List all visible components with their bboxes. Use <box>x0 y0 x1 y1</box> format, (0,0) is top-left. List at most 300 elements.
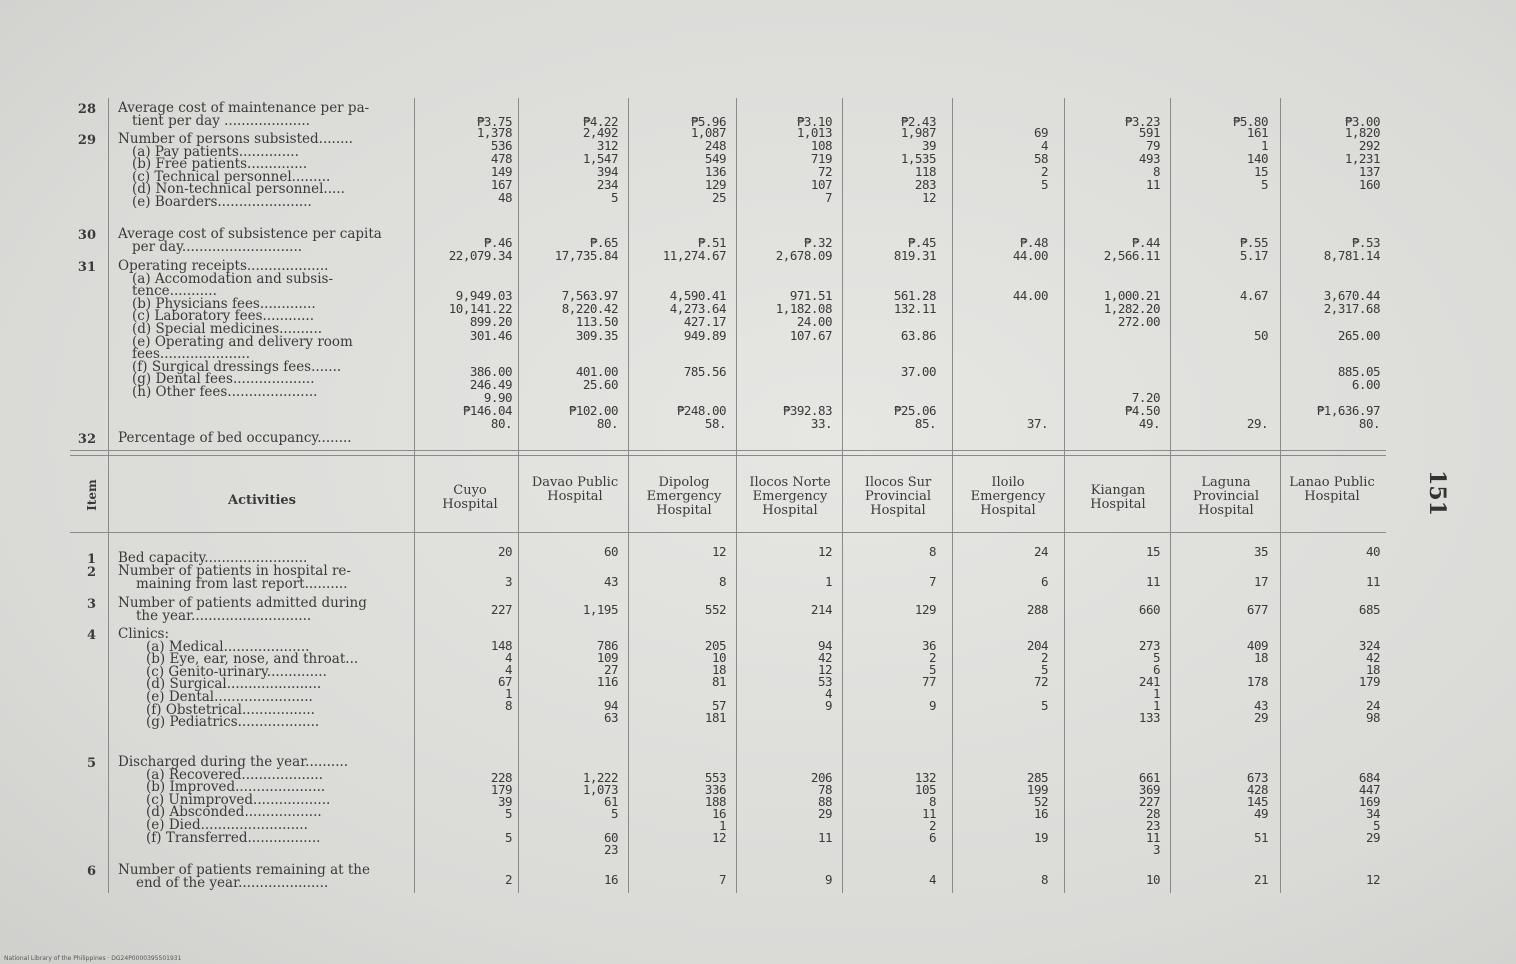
data-cell: ₱4.22 <box>582 114 618 129</box>
discharged-cell: 51 <box>1253 830 1268 845</box>
remaining-end-year-cell: 21 <box>1253 872 1268 887</box>
discharged-cell: 39 <box>497 794 512 809</box>
discharged-cell: 61 <box>603 794 618 809</box>
remaining-last-report-cell: 8 <box>718 574 726 589</box>
data-cell: 899.20 <box>469 314 512 329</box>
activity-line: tence........... <box>132 283 217 300</box>
data-cell: 1,182.08 <box>775 301 832 316</box>
bed-capacity-cell: 40 <box>1365 544 1380 559</box>
data-cell: 312 <box>596 138 618 153</box>
bed-capacity-cell: 60 <box>603 544 618 559</box>
discharged-cell: 369 <box>1138 782 1160 797</box>
data-cell: 561.28 <box>893 288 936 303</box>
data-cell: 44.00 <box>1012 288 1048 303</box>
clinic-cell: 36 <box>921 638 936 653</box>
discharged-cell: 169 <box>1358 794 1380 809</box>
clinic-cell: 24 <box>1365 698 1380 713</box>
data-cell: 29. <box>1246 416 1268 431</box>
discharged-cell: 5 <box>504 830 512 845</box>
data-cell: 5 <box>1260 177 1268 192</box>
activity-line: (a) Pay patients.............. <box>132 143 299 160</box>
data-cell: 69 <box>1033 125 1048 140</box>
clinic-cell: 178 <box>1246 674 1268 689</box>
data-cell: 113.50 <box>575 314 618 329</box>
col-divider <box>736 98 737 893</box>
col-divider <box>952 98 953 893</box>
discharged-cell: 29 <box>817 806 832 821</box>
data-cell: 2 <box>1040 164 1048 179</box>
data-cell: 149 <box>490 164 512 179</box>
data-cell: ₱3.00 <box>1344 114 1380 129</box>
activity-line: (c) Unimproved.................. <box>146 791 331 808</box>
remaining-last-report-cell: 7 <box>928 574 936 589</box>
remaining-end-year-cell: 4 <box>928 872 936 887</box>
discharged-cell: 49 <box>1253 806 1268 821</box>
remaining-end-year-cell: 9 <box>824 872 832 887</box>
clinic-cell: 148 <box>490 638 512 653</box>
discharged-cell: 23 <box>603 842 618 857</box>
clinic-cell: 77 <box>921 674 936 689</box>
data-cell: 2,678.09 <box>775 248 832 263</box>
data-cell: 79 <box>1145 138 1160 153</box>
discharged-cell: 3 <box>1152 842 1160 857</box>
discharged-cell: 19 <box>1033 830 1048 845</box>
data-cell: 4 <box>1040 138 1048 153</box>
clinic-cell: 273 <box>1138 638 1160 653</box>
data-cell: 5.17 <box>1239 248 1268 263</box>
hospital-header-lanao: Lanao Public Hospital <box>1289 475 1375 504</box>
activity-line: (f) Surgical dressings fees....... <box>132 358 342 375</box>
clinic-cell: 324 <box>1358 638 1380 653</box>
data-cell: 8,220.42 <box>561 301 618 316</box>
discharged-cell: 78 <box>817 782 832 797</box>
hospital-header-cuyo: Cuyo Hospital <box>442 483 498 512</box>
data-cell: 478 <box>490 151 512 166</box>
discharged-cell: 16 <box>1033 806 1048 821</box>
discharged-cell: 60 <box>603 830 618 845</box>
remaining-end-year-cell: 12 <box>1365 872 1380 887</box>
discharged-cell: 285 <box>1026 770 1048 785</box>
data-cell: 885.05 <box>1337 364 1380 379</box>
data-cell: ₱.44 <box>1131 235 1160 250</box>
col-divider <box>1280 98 1281 893</box>
remaining-last-report-cell: 6 <box>1040 574 1048 589</box>
data-cell: 48 <box>497 190 512 205</box>
activity-line: end of the year..................... <box>136 874 329 891</box>
remaining-last-report-cell: 1 <box>824 574 832 589</box>
data-cell: 427.17 <box>683 314 726 329</box>
hospital-header-kiangan: Kiangan Hospital <box>1090 483 1146 512</box>
data-cell: 80. <box>1358 416 1380 431</box>
clinic-cell: 6 <box>1152 662 1160 677</box>
admitted-cell: 660 <box>1138 602 1160 617</box>
data-cell: 24.00 <box>796 314 832 329</box>
data-cell: 1,013 <box>796 125 832 140</box>
discharged-cell: 447 <box>1358 782 1380 797</box>
data-cell: 25.60 <box>582 377 618 392</box>
activity-label <box>118 565 351 590</box>
data-cell: 11,274.67 <box>662 248 726 263</box>
clinic-cell: 116 <box>596 674 618 689</box>
data-cell: ₱.48 <box>1019 235 1048 250</box>
data-cell: ₱.46 <box>483 235 512 250</box>
discharged-cell: 6 <box>928 830 936 845</box>
data-cell: 137 <box>1358 164 1380 179</box>
data-cell: 12 <box>921 190 936 205</box>
clinic-cell: 4 <box>824 686 832 701</box>
item-number: 30 <box>77 228 96 243</box>
clinic-cell: 409 <box>1246 638 1268 653</box>
data-cell: 22,079.34 <box>448 248 512 263</box>
data-cell: 5 <box>1040 177 1048 192</box>
activity-line: (a) Accomodation and subsis- <box>132 270 334 287</box>
discharged-cell: 1,222 <box>582 770 618 785</box>
data-cell: 107.67 <box>789 328 832 343</box>
clinic-cell: 1 <box>1152 698 1160 713</box>
data-cell: 386.00 <box>469 364 512 379</box>
data-cell: ₱.45 <box>907 235 936 250</box>
discharged-cell: 11 <box>817 830 832 845</box>
data-cell: 394 <box>596 164 618 179</box>
data-cell: 129 <box>704 177 726 192</box>
data-cell: 3,670.44 <box>1323 288 1380 303</box>
data-cell: 301.46 <box>469 328 512 343</box>
remaining-end-year-cell: 16 <box>603 872 618 887</box>
discharged-cell: 88 <box>817 794 832 809</box>
data-cell: 1,087 <box>690 125 726 140</box>
data-cell: 292 <box>1358 138 1380 153</box>
data-cell: ₱25.06 <box>893 403 936 418</box>
data-cell: 1 <box>1260 138 1268 153</box>
clinic-cell: 98 <box>1365 710 1380 725</box>
clinic-cell: 5 <box>928 662 936 677</box>
data-cell: 1,987 <box>900 125 936 140</box>
discharged-cell: 29 <box>1365 830 1380 845</box>
activity-line: (g) Dental fees................... <box>132 371 315 388</box>
item-number: 31 <box>77 260 96 275</box>
data-cell: 80. <box>490 416 512 431</box>
clinic-cell: 4 <box>504 662 512 677</box>
data-cell: 107 <box>810 177 832 192</box>
data-cell: 265.00 <box>1337 328 1380 343</box>
data-cell: 58 <box>1033 151 1048 166</box>
activity-line: maining from last report.......... <box>136 575 348 592</box>
data-cell: ₱3.10 <box>796 114 832 129</box>
data-cell: 785.56 <box>683 364 726 379</box>
data-cell: 9,949.03 <box>455 288 512 303</box>
discharged-cell: 553 <box>704 770 726 785</box>
data-cell: ₱4.50 <box>1124 403 1160 418</box>
admitted-cell: 214 <box>810 602 832 617</box>
data-cell: 7,563.97 <box>561 288 618 303</box>
data-cell: 25 <box>711 190 726 205</box>
item-number: 29 <box>77 133 96 148</box>
clinic-cell: 1 <box>1152 686 1160 701</box>
page-number: 151 <box>1423 470 1450 516</box>
clinic-cell: 43 <box>1253 698 1268 713</box>
admitted-cell: 677 <box>1246 602 1268 617</box>
admitted-cell: 288 <box>1026 602 1048 617</box>
data-cell: 58. <box>704 416 726 431</box>
item-column-header: Item <box>84 479 99 511</box>
discharged-cell: 8 <box>928 794 936 809</box>
activity-line: (d) Non-technical personnel..... <box>132 181 345 198</box>
hospital-header-ilocos-norte: Ilocos Norte Emergency Hospital <box>749 475 831 518</box>
data-cell: 85. <box>914 416 936 431</box>
hospital-header-dipolog: Dipolog Emergency Hospital <box>646 475 722 518</box>
data-cell: 1,282.20 <box>1103 301 1160 316</box>
bed-capacity-cell: 12 <box>817 544 832 559</box>
clinic-cell: 67 <box>497 674 512 689</box>
data-cell: 246.49 <box>469 377 512 392</box>
bed-capacity-cell: 15 <box>1145 544 1160 559</box>
clinic-cell: 204 <box>1026 638 1048 653</box>
bed-capacity-cell: 8 <box>928 544 936 559</box>
item-number: 4 <box>86 628 96 643</box>
discharged-cell: 105 <box>914 782 936 797</box>
data-cell: 2,566.11 <box>1103 248 1160 263</box>
data-cell: 63.86 <box>900 328 936 343</box>
data-cell: 167 <box>490 177 512 192</box>
data-cell: 2,492 <box>582 125 618 140</box>
discharged-cell: 132 <box>914 770 936 785</box>
data-cell: 132.11 <box>893 301 936 316</box>
data-cell: 283 <box>914 177 936 192</box>
admitted-cell: 227 <box>490 602 512 617</box>
item-number: 2 <box>86 565 96 580</box>
activity-line: (b) Physicians fees............. <box>132 295 316 312</box>
admitted-cell: 685 <box>1358 602 1380 617</box>
data-cell: ₱3.23 <box>1124 114 1160 129</box>
clinic-cell: 241 <box>1138 674 1160 689</box>
activity-line: (b) Improved..................... <box>146 779 326 796</box>
col-divider <box>1170 98 1171 893</box>
discharged-cell: 145 <box>1246 794 1268 809</box>
discharged-cell: 5 <box>1372 818 1380 833</box>
data-cell: 160 <box>1358 177 1380 192</box>
data-cell: 37. <box>1026 416 1048 431</box>
data-cell: 37.00 <box>900 364 936 379</box>
data-cell: 4.67 <box>1239 288 1268 303</box>
discharged-cell: 199 <box>1026 782 1048 797</box>
clinic-cell: 2 <box>928 650 936 665</box>
data-cell: 72 <box>817 164 832 179</box>
data-cell: 8,781.14 <box>1323 248 1380 263</box>
clinic-cell: 18 <box>1365 662 1380 677</box>
activity-label <box>118 260 353 399</box>
discharged-cell: 5 <box>610 806 618 821</box>
clinic-cell: 42 <box>1365 650 1380 665</box>
activity-line: tient per day .................... <box>132 112 310 129</box>
bed-capacity-cell: 20 <box>497 544 512 559</box>
data-cell: 5 <box>610 190 618 205</box>
activity-label <box>118 756 348 844</box>
discharged-cell: 1 <box>718 818 726 833</box>
data-cell: 50 <box>1253 328 1268 343</box>
clinic-cell: 81 <box>711 674 726 689</box>
activity-label <box>118 597 367 622</box>
activity-line: (d) Special medicines.......... <box>132 320 323 337</box>
item-number: 28 <box>77 102 96 117</box>
data-cell: 15 <box>1253 164 1268 179</box>
activity-line: (a) Medical.................... <box>146 638 310 655</box>
clinic-cell: 9 <box>824 698 832 713</box>
clinic-cell: 9 <box>928 698 936 713</box>
clinic-cell: 94 <box>603 698 618 713</box>
clinic-cell: 786 <box>596 638 618 653</box>
clinic-cell: 2 <box>1040 650 1048 665</box>
clinic-cell: 5 <box>1040 698 1048 713</box>
discharged-cell: 5 <box>504 806 512 821</box>
data-cell: ₱.53 <box>1351 235 1380 250</box>
clinic-cell: 205 <box>704 638 726 653</box>
discharged-cell: 227 <box>1138 794 1160 809</box>
activity-line: Number of patients admitted during <box>118 595 367 611</box>
hospital-header-laguna: Laguna Provincial Hospital <box>1192 475 1259 518</box>
clinic-cell: 27 <box>603 662 618 677</box>
data-cell: 1,535 <box>900 151 936 166</box>
item-number: 6 <box>86 864 96 879</box>
discharged-cell: 684 <box>1358 770 1380 785</box>
clinic-cell: 29 <box>1253 710 1268 725</box>
activity-line: (c) Technical personnel......... <box>132 168 331 185</box>
clinic-cell: 42 <box>817 650 832 665</box>
clinic-cell: 1 <box>504 686 512 701</box>
activity-line: (b) Free patients.............. <box>132 156 308 173</box>
discharged-cell: 179 <box>490 782 512 797</box>
discharged-cell: 12 <box>711 830 726 845</box>
data-cell: 719 <box>810 151 832 166</box>
activity-line: fees..................... <box>132 346 251 363</box>
data-cell: 1,820 <box>1344 125 1380 140</box>
clinic-cell: 10 <box>711 650 726 665</box>
activity-line: (e) Dental....................... <box>146 688 313 705</box>
item-number: 5 <box>86 756 96 771</box>
data-cell: 1,378 <box>476 125 512 140</box>
hospital-header-iloilo: Iloilo Emergency Hospital <box>970 475 1046 518</box>
table-separator <box>70 450 1386 451</box>
data-cell: 140 <box>1246 151 1268 166</box>
discharged-cell: 673 <box>1246 770 1268 785</box>
data-cell: 549 <box>704 151 726 166</box>
discharged-cell: 228 <box>490 770 512 785</box>
data-cell: 33. <box>810 416 832 431</box>
data-cell: ₱146.04 <box>462 403 512 418</box>
discharged-cell: 661 <box>1138 770 1160 785</box>
item-number: 3 <box>86 597 96 612</box>
clinic-cell: 8 <box>504 698 512 713</box>
data-cell: ₱.51 <box>697 235 726 250</box>
data-cell: 39 <box>921 138 936 153</box>
clinic-cell: 94 <box>817 638 832 653</box>
remaining-end-year-cell: 7 <box>718 872 726 887</box>
remaining-last-report-cell: 11 <box>1365 574 1380 589</box>
discharged-cell: 11 <box>921 806 936 821</box>
data-cell: ₱.55 <box>1239 235 1268 250</box>
data-cell: ₱1,636.97 <box>1316 403 1380 418</box>
col-divider <box>108 98 109 893</box>
clinic-cell: 179 <box>1358 674 1380 689</box>
data-cell: 1,000.21 <box>1103 288 1160 303</box>
remaining-end-year-cell: 8 <box>1040 872 1048 887</box>
data-cell: 8 <box>1152 164 1160 179</box>
clinic-cell: 57 <box>711 698 726 713</box>
activity-line: Bed capacity........................ <box>118 550 308 566</box>
clinic-cell: 53 <box>817 674 832 689</box>
activity-line: (e) Operating and delivery room <box>132 333 353 350</box>
remaining-end-year-cell: 10 <box>1145 872 1160 887</box>
data-cell: 6.00 <box>1351 377 1380 392</box>
activity-line: (e) Boarders...................... <box>132 193 312 210</box>
data-cell: ₱2.43 <box>900 114 936 129</box>
clinic-cell: 72 <box>1033 674 1048 689</box>
data-cell: 949.89 <box>683 328 726 343</box>
admitted-cell: 1,195 <box>582 602 618 617</box>
data-cell: 272.00 <box>1117 314 1160 329</box>
discharged-cell: 1,073 <box>582 782 618 797</box>
data-cell: 11 <box>1145 177 1160 192</box>
activity-line: (d) Absconded.................. <box>146 804 322 821</box>
activity-line: Clinics: <box>118 626 170 642</box>
discharged-cell: 206 <box>810 770 832 785</box>
discharged-cell: 28 <box>1145 806 1160 821</box>
col-divider <box>628 98 629 893</box>
data-cell: 1,547 <box>582 151 618 166</box>
discharged-cell: 52 <box>1033 794 1048 809</box>
activity-line: Operating receipts................... <box>118 258 329 274</box>
col-divider <box>1064 98 1065 893</box>
data-cell: ₱3.75 <box>476 114 512 129</box>
activity-line: (f) Transferred................. <box>146 829 321 846</box>
data-cell: 7 <box>824 190 832 205</box>
hospital-header-davao: Davao Public Hospital <box>531 475 619 504</box>
discharged-cell: 188 <box>704 794 726 809</box>
data-cell: 591 <box>1138 125 1160 140</box>
data-cell: 49. <box>1138 416 1160 431</box>
clinic-cell: 63 <box>603 710 618 725</box>
activity-label <box>118 628 358 729</box>
data-cell: ₱5.96 <box>690 114 726 129</box>
remaining-last-report-cell: 3 <box>504 574 512 589</box>
header-rule <box>70 532 1386 533</box>
admitted-cell: 129 <box>914 602 936 617</box>
activity-line: (e) Died......................... <box>146 816 308 833</box>
clinic-cell: 133 <box>1138 710 1160 725</box>
clinic-cell: 4 <box>504 650 512 665</box>
activity-line: Discharged during the year.......... <box>118 754 349 770</box>
hospital-header-ilocos-sur: Ilocos Sur Provincial Hospital <box>864 475 932 518</box>
clinic-cell: 109 <box>596 650 618 665</box>
discharged-cell: 11 <box>1145 830 1160 845</box>
discharged-cell: 23 <box>1145 818 1160 833</box>
activity-label <box>118 102 369 127</box>
activity-label <box>118 228 382 253</box>
activity-line: (f) Obstetrical................. <box>146 701 315 718</box>
discharged-cell: 2 <box>928 818 936 833</box>
activity-line: (c) Laboratory fees............ <box>132 308 314 325</box>
data-cell: 248 <box>704 138 726 153</box>
activity-line: Average cost of subsistence per capita <box>118 226 382 242</box>
data-cell: 819.31 <box>893 248 936 263</box>
clinic-cell: 12 <box>817 662 832 677</box>
discharged-cell: 16 <box>711 806 726 821</box>
data-cell: ₱.65 <box>589 235 618 250</box>
activity-line: Number of patients in hospital re- <box>118 563 351 579</box>
data-cell: 108 <box>810 138 832 153</box>
data-cell: 493 <box>1138 151 1160 166</box>
data-cell: ₱5.80 <box>1232 114 1268 129</box>
activity-line: (b) Eye, ear, nose, and throat... <box>146 651 359 668</box>
